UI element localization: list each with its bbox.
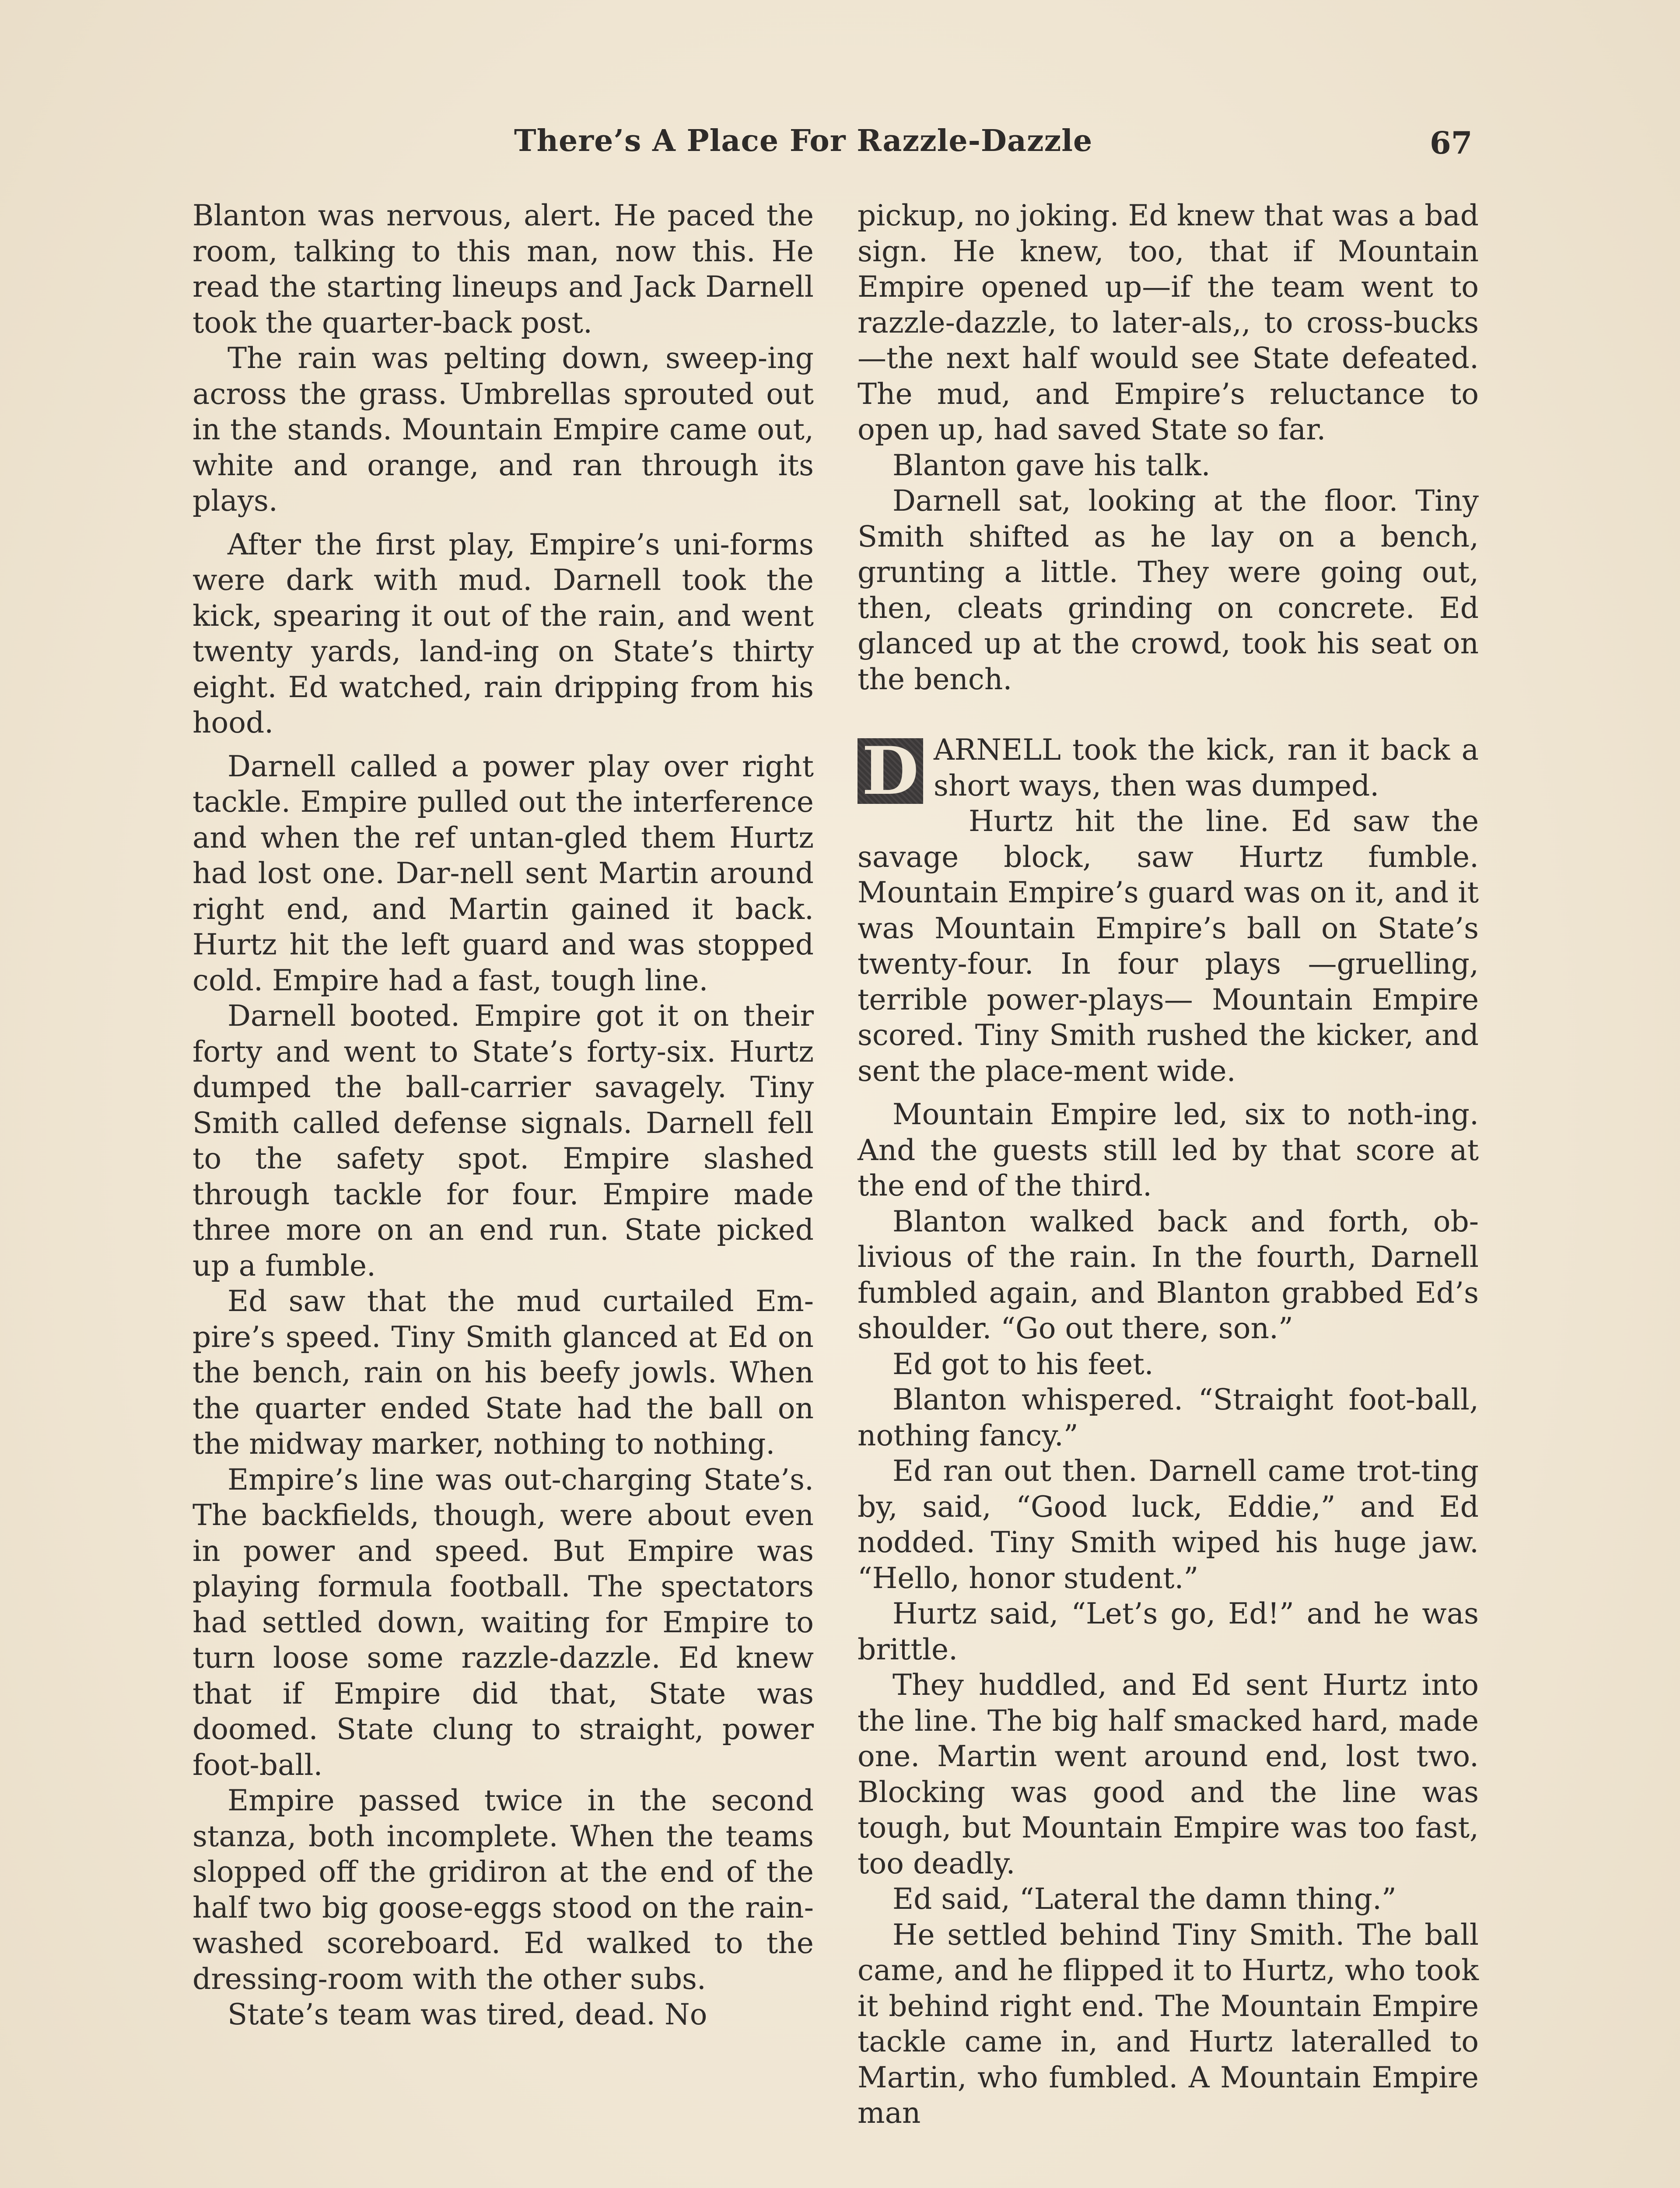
paragraph: Ed ran out then. Darnell came trot-ting by, said, “Good luck, Eddie,” and Ed nodded. Tiny Smith wiped his huge jaw. “Hello, honor student.” bbox=[858, 1454, 1479, 1595]
paragraph: The rain was pelting down, sweep-ing across the grass. Umbrellas sprouted out in the stands. Mountain Empire came out, white and orange, and ran through its plays. bbox=[192, 341, 814, 518]
paragraph: Ed saw that the mud curtailed Em-pire’s speed. Tiny Smith glanced at Ed on the bench, rain on his beefy jowls. When the quarter ended State had the ball on the midway marker, nothing to nothing. bbox=[192, 1284, 814, 1461]
paragraph: State’s team was tired, dead. No bbox=[228, 1998, 707, 2031]
paragraph: They huddled, and Ed sent Hurtz into the line. The big half smacked hard, made one. Martin went around end, lost two. Blocking was good and the line was tough, but Mountain Empire was too fast, too deadly. bbox=[858, 1668, 1479, 1880]
drop-cap: D bbox=[858, 738, 923, 804]
section-opening-paragraph bbox=[858, 732, 1479, 810]
paragraph: Blanton walked back and forth, ob-livious of the rain. In the fourth, Darnell fumbled again, and Blanton grabbed Ed’s shoulder. “Go out there, son.” bbox=[858, 1204, 1479, 1345]
paragraph: Blanton whispered. “Straight foot-ball, nothing fancy.” bbox=[858, 1383, 1479, 1452]
paragraph: Ed got to his feet. bbox=[892, 1347, 1154, 1381]
paragraph: Empire’s line was out-charging State’s. The backfields, though, were about even in power and speed. But Empire was playing formula football. The spectators had settled down, waiting for Empire to turn loose some razzle-dazzle. Ed knew that if Empire did that, State was doomed. State clung to straight, power foot-ball. bbox=[192, 1462, 814, 1782]
left-column bbox=[192, 198, 814, 2033]
paragraph: Blanton gave his talk. bbox=[892, 448, 1211, 482]
running-head: There’s A Place For Razzle-Dazzle bbox=[514, 123, 1093, 158]
paragraph: Darnell called a power play over right tackle. Empire pulled out the interference and when the ref untan-gled them Hurtz had lost one. Dar-nell sent Martin around right end, and Martin gained it back. Hurtz hit the left guard and was stopped cold. Empire had a fast, tough line. bbox=[192, 749, 814, 997]
right-column bbox=[858, 198, 1479, 2131]
page-number: 67 bbox=[1430, 125, 1473, 161]
paragraph: Mountain Empire led, six to noth-ing. And the guests still led by that score at the end of the third. bbox=[858, 1098, 1479, 1203]
paragraph: Blanton was nervous, alert. He paced the room, talking to this man, now this. He read the starting lineups and Jack Darnell took the quarter-back post. bbox=[192, 199, 814, 340]
paragraph: Darnell sat, looking at the floor. Tiny Smith shifted as he lay on a bench, grunting a little. They were going out, then, cleats grinding on concrete. Ed glanced up at the crowd, took his seat on the bench. bbox=[858, 484, 1479, 696]
paragraph: Darnell booted. Empire got it on their forty and went to State’s forty-six. Hurtz dumped the ball-carrier savagely. Tiny Smith called defense signals. Darnell fell to the safety spot. Empire slashed through tackle for four. Empire made three more on an end run. State picked up a fumble. bbox=[192, 999, 814, 1283]
paragraph: After the first play, Empire’s uni-forms were dark with mud. Darnell took the kick, spearing it out of the rain, and went twenty yards, land-ing on State’s thirty eight. Ed watched, rain dripping from his hood. bbox=[192, 527, 814, 740]
paragraph: Hurtz said, “Let’s go, Ed!” and he was brittle. bbox=[858, 1597, 1479, 1666]
paragraph: pickup, no joking. Ed knew that was a bad sign. He knew, too, that if Mountain Empire opened up—if the team went to razzle-dazzle, to later-als,, to cross-bucks—the next half would see State defeated. The mud, and Empire’s reluctance to open up, had saved State so far. bbox=[858, 199, 1479, 446]
paragraph: He settled behind Tiny Smith. The ball came, and he flipped it to Hurtz, who took it behind right end. The Mountain Empire tackle came in, and Hurtz lateralled to Martin, who fumbled. A Mountain Empire man bbox=[858, 1918, 1479, 2130]
paragraph: Empire passed twice in the second stanza, both incomplete. When the teams slopped off the gridiron at the end of the half two big goose-eggs stood on the rain-washed scoreboard. Ed walked to the dressing-room with the other subs. bbox=[192, 1784, 814, 1996]
drop-cap-continuation: ARNELL took the kick, ran it back a short ways, then was dumped. bbox=[934, 733, 1479, 803]
paragraph: Hurtz hit the line. Ed saw the savage block, saw Hurtz fumble. Mountain Empire’s guard was on it, and it was Mountain Empire’s ball on State’s twenty-four. In four plays —gruelling, terrible power-plays— Mountain Empire scored. Tiny Smith rushed the kicker, and sent the place-ment wide. bbox=[858, 804, 1479, 1088]
paragraph: Ed said, “Lateral the damn thing.” bbox=[892, 1882, 1396, 1916]
